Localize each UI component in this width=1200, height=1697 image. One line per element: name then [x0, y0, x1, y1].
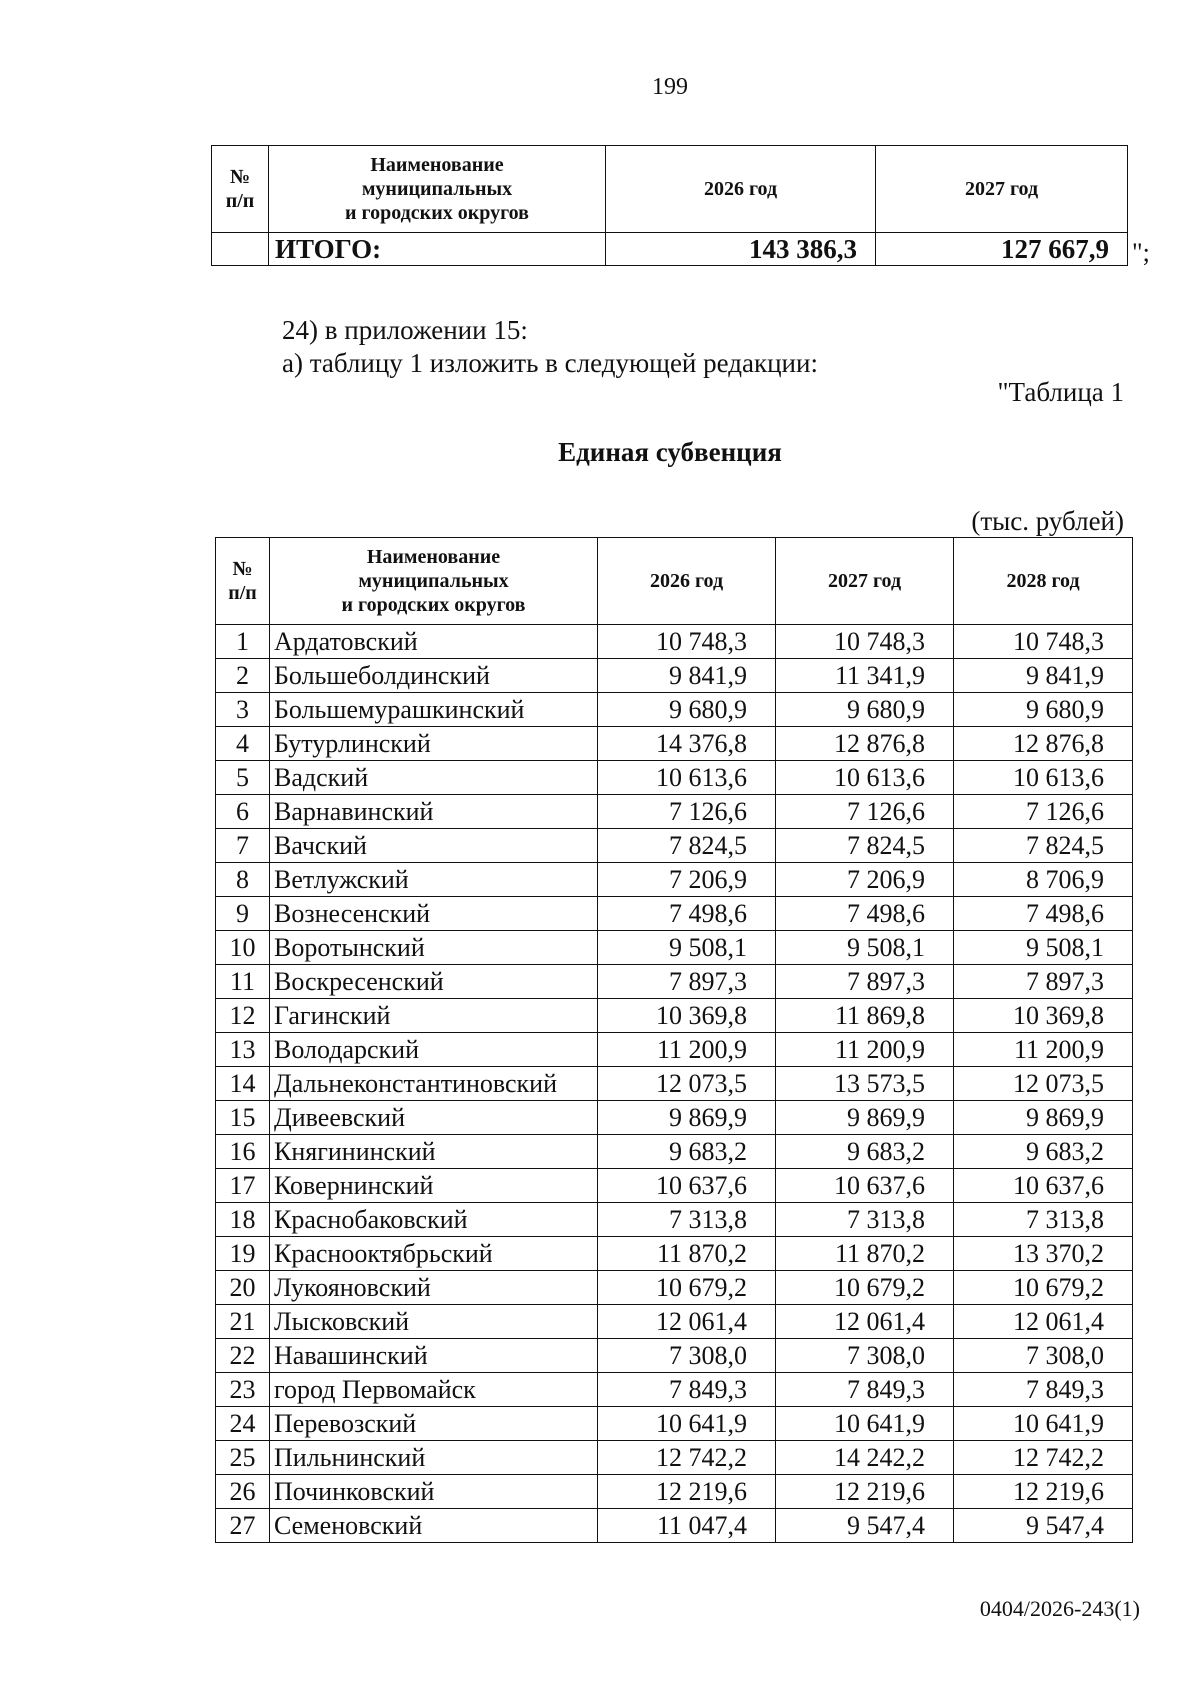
value-2028: 12 742,2 [954, 1441, 1133, 1475]
value-2026: 9 841,9 [598, 659, 776, 693]
value-2026: 10 748,3 [598, 625, 776, 659]
value-2027: 10 748,3 [776, 625, 954, 659]
value-2026: 11 870,2 [598, 1237, 776, 1271]
municipality-name: Гагинский [270, 999, 598, 1033]
row-number: 15 [216, 1101, 270, 1135]
table-row [216, 1509, 1133, 1543]
value-2026: 11 047,4 [598, 1509, 776, 1543]
value-2027: 7 849,3 [776, 1373, 954, 1407]
value-2028: 8 706,9 [954, 863, 1133, 897]
value-2027: 12 219,6 [776, 1475, 954, 1509]
value-2027: 13 573,5 [776, 1067, 954, 1101]
row-number: 10 [216, 931, 270, 965]
row-number: 2 [216, 659, 270, 693]
municipality-name: Навашинский [270, 1339, 598, 1373]
row-number: 27 [216, 1509, 270, 1543]
value-2026: 10 613,6 [598, 761, 776, 795]
municipality-name: Ковернинский [270, 1169, 598, 1203]
table-row [216, 1169, 1133, 1203]
table-row [216, 1067, 1133, 1101]
value-2026: 7 206,9 [598, 863, 776, 897]
table-row [216, 659, 1133, 693]
value-2026: 9 869,9 [598, 1101, 776, 1135]
table-row [216, 1237, 1133, 1271]
value-2026: 7 308,0 [598, 1339, 776, 1373]
paragraph-subitem-a: а) таблицу 1 изложить в следующей редакции: [282, 348, 818, 378]
closing-quote: "; [1132, 238, 1150, 267]
total-empty-cell [212, 233, 269, 266]
table-caption: "Таблица 1 [997, 377, 1124, 407]
value-2027: 10 679,2 [776, 1271, 954, 1305]
value-2028: 9 508,1 [954, 931, 1133, 965]
table-body [216, 625, 1133, 1543]
value-2027: 11 869,8 [776, 999, 954, 1033]
header-2027: 2027 год [876, 146, 1128, 233]
municipality-name: Варнавинский [270, 795, 598, 829]
value-2027: 14 242,2 [776, 1441, 954, 1475]
value-2028: 7 313,8 [954, 1203, 1133, 1237]
header-number: № п/п [216, 538, 270, 625]
municipality-name: Ветлужский [270, 863, 598, 897]
value-2028: 10 637,6 [954, 1169, 1133, 1203]
table-row [216, 1033, 1133, 1067]
value-2027: 9 869,9 [776, 1101, 954, 1135]
page-number: 199 [652, 74, 688, 100]
value-2026: 7 824,5 [598, 829, 776, 863]
value-2028: 7 897,3 [954, 965, 1133, 999]
table-row [216, 1339, 1133, 1373]
value-2027: 11 200,9 [776, 1033, 954, 1067]
row-number: 1 [216, 625, 270, 659]
row-number: 21 [216, 1305, 270, 1339]
value-2027: 11 870,2 [776, 1237, 954, 1271]
municipality-name: Вадский [270, 761, 598, 795]
table-row [216, 1135, 1133, 1169]
value-2026: 7 313,8 [598, 1203, 776, 1237]
header-2027: 2027 год [776, 538, 954, 625]
value-2027: 7 498,6 [776, 897, 954, 931]
table-row [216, 693, 1133, 727]
municipality-name: Дивеевский [270, 1101, 598, 1135]
municipality-name: город Первомайск [270, 1373, 598, 1407]
value-2028: 10 679,2 [954, 1271, 1133, 1305]
row-number: 18 [216, 1203, 270, 1237]
row-number: 12 [216, 999, 270, 1033]
header-2028: 2028 год [954, 538, 1133, 625]
value-2027: 7 313,8 [776, 1203, 954, 1237]
value-2027: 10 641,9 [776, 1407, 954, 1441]
row-number: 4 [216, 727, 270, 761]
value-2026: 9 680,9 [598, 693, 776, 727]
value-2026: 7 849,3 [598, 1373, 776, 1407]
row-number: 26 [216, 1475, 270, 1509]
value-2028: 9 547,4 [954, 1509, 1133, 1543]
document-code: 0404/2026-243(1) [979, 1596, 1140, 1621]
value-2028: 13 370,2 [954, 1237, 1133, 1271]
value-2028: 12 219,6 [954, 1475, 1133, 1509]
row-number: 8 [216, 863, 270, 897]
value-2027: 7 206,9 [776, 863, 954, 897]
value-2028: 12 876,8 [954, 727, 1133, 761]
value-2027: 9 683,2 [776, 1135, 954, 1169]
municipality-name: Большеболдинский [270, 659, 598, 693]
value-2026: 10 679,2 [598, 1271, 776, 1305]
value-2028: 10 748,3 [954, 625, 1133, 659]
paragraph-item-24: 24) в приложении 15: [282, 315, 528, 345]
value-2028: 9 841,9 [954, 659, 1133, 693]
value-2026: 10 637,6 [598, 1169, 776, 1203]
row-number: 9 [216, 897, 270, 931]
table-row [216, 863, 1133, 897]
value-2027: 9 680,9 [776, 693, 954, 727]
table-row [216, 1203, 1133, 1237]
value-2028: 7 824,5 [954, 829, 1133, 863]
row-number: 16 [216, 1135, 270, 1169]
table-row [216, 727, 1133, 761]
row-number: 11 [216, 965, 270, 999]
table-row [216, 795, 1133, 829]
row-number: 13 [216, 1033, 270, 1067]
value-2026: 7 126,6 [598, 795, 776, 829]
municipality-name: Краснобаковский [270, 1203, 598, 1237]
value-2028: 9 683,2 [954, 1135, 1133, 1169]
value-2027: 7 897,3 [776, 965, 954, 999]
units-label: (тыс. рублей) [971, 506, 1124, 536]
municipality-name: Пильнинский [270, 1441, 598, 1475]
value-2027: 10 613,6 [776, 761, 954, 795]
table-row [216, 1101, 1133, 1135]
value-2026: 9 508,1 [598, 931, 776, 965]
row-number: 23 [216, 1373, 270, 1407]
total-2026: 143 386,3 [606, 233, 876, 266]
value-2028: 12 073,5 [954, 1067, 1133, 1101]
row-number: 25 [216, 1441, 270, 1475]
subvention-table [215, 537, 1133, 1543]
value-2026: 12 742,2 [598, 1441, 776, 1475]
totals-table-continuation [211, 145, 1128, 266]
value-2028: 10 369,8 [954, 999, 1133, 1033]
value-2026: 7 498,6 [598, 897, 776, 931]
header-name: Наименование муниципальных и городских округов [269, 146, 606, 233]
total-row [212, 233, 1128, 266]
municipality-name: Вачский [270, 829, 598, 863]
value-2028: 9 680,9 [954, 693, 1133, 727]
table-header-row [216, 538, 1133, 625]
municipality-name: Краснооктябрьский [270, 1237, 598, 1271]
municipality-name: Володарский [270, 1033, 598, 1067]
table-row [216, 897, 1133, 931]
value-2028: 9 869,9 [954, 1101, 1133, 1135]
table-row [216, 1407, 1133, 1441]
table-row [216, 965, 1133, 999]
table-row [216, 761, 1133, 795]
row-number: 22 [216, 1339, 270, 1373]
table-row [216, 1373, 1133, 1407]
value-2028: 7 308,0 [954, 1339, 1133, 1373]
value-2028: 7 498,6 [954, 897, 1133, 931]
total-2027: 127 667,9 [876, 233, 1128, 266]
value-2028: 10 613,6 [954, 761, 1133, 795]
row-number: 19 [216, 1237, 270, 1271]
value-2027: 9 547,4 [776, 1509, 954, 1543]
municipality-name: Бутурлинский [270, 727, 598, 761]
municipality-name: Перевозский [270, 1407, 598, 1441]
header-name: Наименование муниципальных и городских округов [270, 538, 598, 625]
value-2026: 10 369,8 [598, 999, 776, 1033]
table-row [216, 1475, 1133, 1509]
value-2027: 12 061,4 [776, 1305, 954, 1339]
table-row [216, 931, 1133, 965]
municipality-name: Воскресенский [270, 965, 598, 999]
row-number: 14 [216, 1067, 270, 1101]
value-2027: 7 308,0 [776, 1339, 954, 1373]
municipality-name: Дальнеконстантиновский [270, 1067, 598, 1101]
value-2028: 7 126,6 [954, 795, 1133, 829]
header-2026: 2026 год [606, 146, 876, 233]
value-2026: 14 376,8 [598, 727, 776, 761]
row-number: 3 [216, 693, 270, 727]
municipality-name: Ардатовский [270, 625, 598, 659]
value-2028: 10 641,9 [954, 1407, 1133, 1441]
municipality-name: Лысковский [270, 1305, 598, 1339]
row-number: 7 [216, 829, 270, 863]
municipality-name: Починковский [270, 1475, 598, 1509]
header-number: № п/п [212, 146, 269, 233]
value-2026: 12 073,5 [598, 1067, 776, 1101]
value-2027: 7 824,5 [776, 829, 954, 863]
municipality-name: Воротынский [270, 931, 598, 965]
value-2026: 12 061,4 [598, 1305, 776, 1339]
header-2026: 2026 год [598, 538, 776, 625]
municipality-name: Княгининский [270, 1135, 598, 1169]
table-row [216, 829, 1133, 863]
row-number: 20 [216, 1271, 270, 1305]
row-number: 6 [216, 795, 270, 829]
value-2028: 7 849,3 [954, 1373, 1133, 1407]
value-2026: 7 897,3 [598, 965, 776, 999]
table-row [216, 1271, 1133, 1305]
table-row [216, 1441, 1133, 1475]
value-2026: 10 641,9 [598, 1407, 776, 1441]
row-number: 17 [216, 1169, 270, 1203]
table-row [216, 999, 1133, 1033]
table-header-row [212, 146, 1128, 233]
row-number: 24 [216, 1407, 270, 1441]
value-2026: 12 219,6 [598, 1475, 776, 1509]
value-2028: 12 061,4 [954, 1305, 1133, 1339]
value-2026: 9 683,2 [598, 1135, 776, 1169]
table-row [216, 1305, 1133, 1339]
municipality-name: Семеновский [270, 1509, 598, 1543]
table-title: Единая субвенция [558, 437, 782, 467]
municipality-name: Большемурашкинский [270, 693, 598, 727]
value-2027: 12 876,8 [776, 727, 954, 761]
municipality-name: Вознесенский [270, 897, 598, 931]
value-2028: 11 200,9 [954, 1033, 1133, 1067]
value-2027: 11 341,9 [776, 659, 954, 693]
row-number: 5 [216, 761, 270, 795]
municipality-name: Лукояновский [270, 1271, 598, 1305]
total-label: ИТОГО: [269, 233, 606, 266]
value-2027: 9 508,1 [776, 931, 954, 965]
value-2027: 10 637,6 [776, 1169, 954, 1203]
value-2026: 11 200,9 [598, 1033, 776, 1067]
value-2027: 7 126,6 [776, 795, 954, 829]
table-row [216, 625, 1133, 659]
